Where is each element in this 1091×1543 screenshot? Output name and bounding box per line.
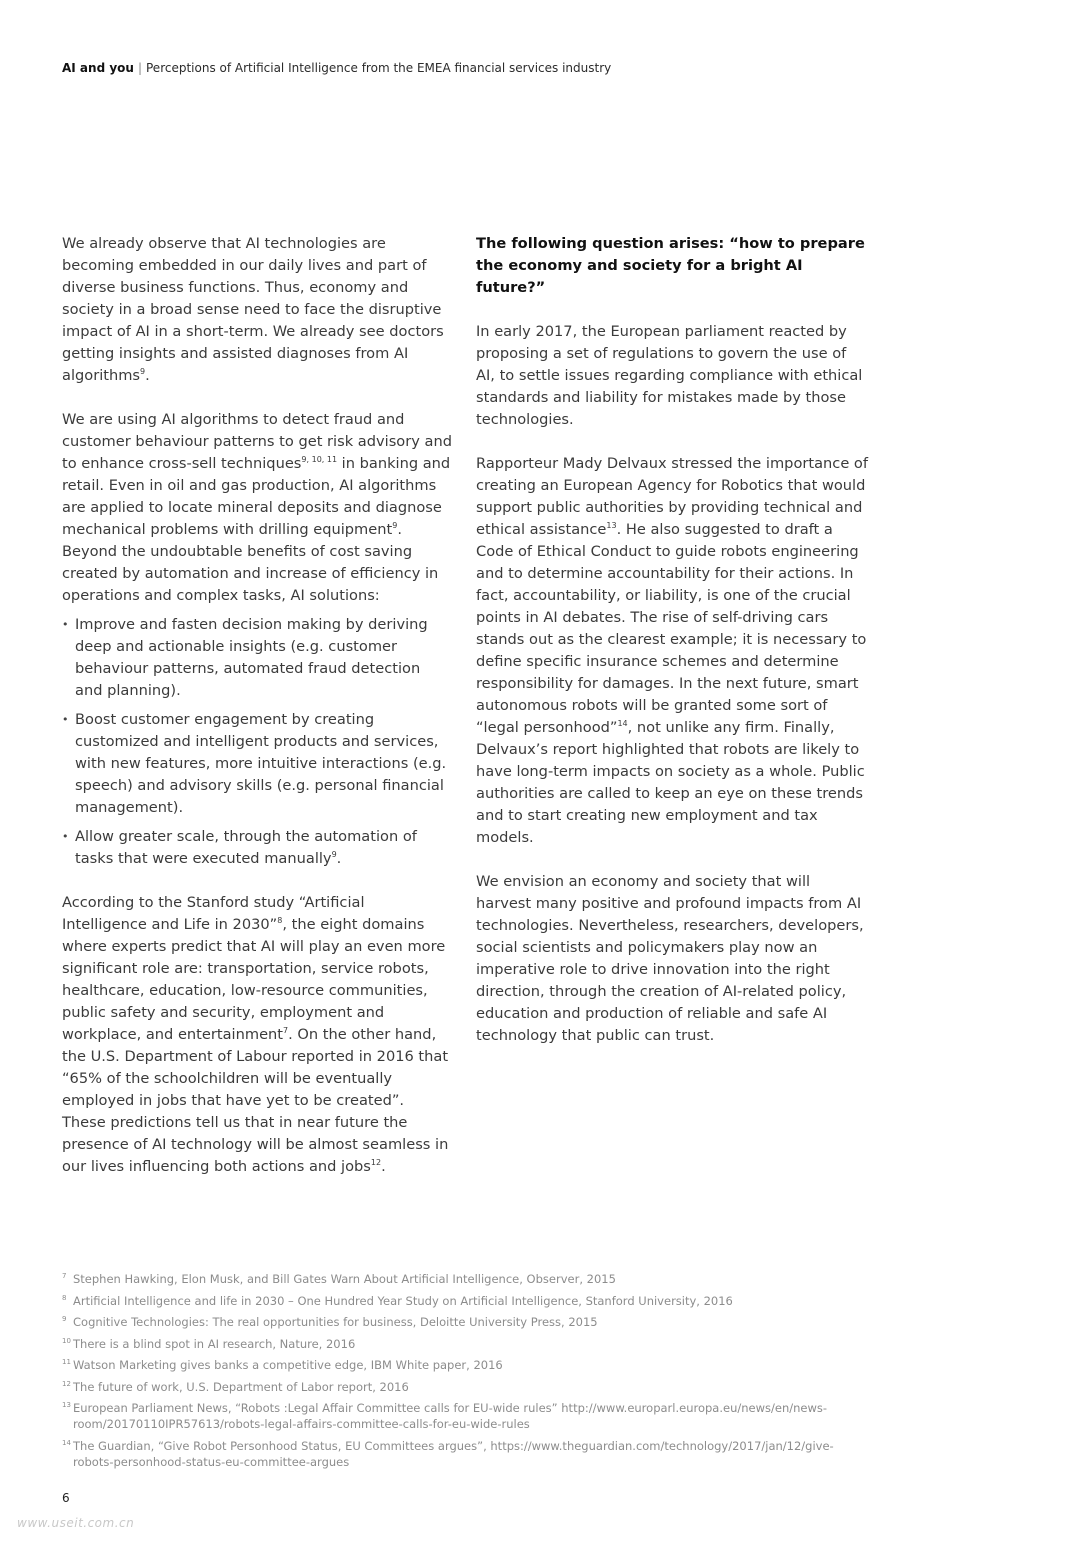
footnote: 7 Stephen Hawking, Elon Musk, and Bill Gates Warn About Artificial Intelligence, Observer, 2015 [62, 1272, 616, 1286]
header-separator: | [137, 61, 142, 75]
running-header [62, 60, 611, 76]
header-title: AI and you [62, 61, 134, 75]
bullet-list [62, 614, 452, 870]
paragraph: We already observe that AI technologies are becoming embedded in our daily lives and part of diverse business functions. Thus, economy and society in a broad sense need to face the disruptive impact of AI in a short-term. We already see doctors getting insights and assisted diagnoses from AI algorithms$^9$. [62, 235, 444, 384]
paragraph: According to the Stanford study “Artificial Intelligence and Life in 2030”$^8$, the eight domains where experts predict that AI will play an even more significant role are: transportation, service robots, healthcare, education, low-resource communities, public safety and security, employment and workplace, and entertainment$^7$. On the other hand, the U.S. Department of Labour reported in 2016 that “65% of the schoolchildren will be eventually employed in jobs that have yet to be created”. These predictions tell us that in near future the presence of AI technology will be almost seamless in our lives influencing both actions and jobs$^{12}$. [62, 894, 449, 1175]
left-column [62, 233, 452, 1200]
footnote: 8 Artificial Intelligence and life in 2030 – One Hundred Year Study on Artificial Intelligence, Stanford University, 2016 [62, 1293, 733, 1308]
header-subtitle: Perceptions of Artificial Intelligence from the EMEA financial services industry [146, 61, 612, 75]
paragraph: We envision an economy and society that will harvest many positive and profound impacts from AI technologies. Nevertheless, researchers, developers, social scientists and policymakers play now an imperative role to drive innovation into the right direction, through the creation of AI-related policy, education and production of reliable and safe AI technology that public can trust. [476, 873, 864, 1044]
list-item: • Boost customer engagement by creating customized and intelligent products and services, with new features, more intuitive interactions (e.g. speech) and advisory skills (e.g. personal financial management). [62, 709, 452, 819]
list-item: • Improve and fasten decision making by deriving deep and actionable insights (e.g. customer behaviour patterns, automated fraud detection and planning). [62, 614, 452, 702]
footnote: 14 The Guardian, “Give Robot Personhood Status, EU Committees argues”, https://www.theguardian.com/technology/2017/jan/12/give-robots-personhood-status-eu-committee-argues [62, 1438, 834, 1469]
footnotes [62, 1271, 852, 1475]
footnote: 10 There is a blind spot in AI research, Nature, 2016 [62, 1336, 356, 1351]
paragraph: We are using AI algorithms to detect fraud and customer behaviour patterns to get risk advisory and to enhance cross-sell techniques$^{9, 10, 11}$ in banking and retail. Even in oil and gas production, AI algorithms are applied to locate mineral deposits and diagnose mechanical problems with drilling equipment$^9$. Beyond the undoubtable benefits of cost saving created by automation and increase of efficiency in operations and complex tasks, AI solutions: [62, 411, 452, 604]
footnote: 9 Cognitive Technologies: The real opportunities for business, Deloitte University Press, 2015 [62, 1315, 598, 1329]
page-number: 6 [62, 1491, 70, 1505]
watermark: www.useit.com.cn [17, 1516, 135, 1530]
paragraph: Rapporteur Mady Delvaux stressed the importance of creating an European Agency for Robotics that would support public authorities by providing technical and ethical assistance$^{13}$. He also suggested to draft a Code of Ethical Conduct to guide robots engineering and to determine accountability for their actions. In fact, accountability, or liability, is one of the crucial points in AI debates. The rise of self-driving cars stands out as the clearest example; it is necessary to define specific insurance schemes and determine responsibility for damages. In the next future, smart autonomous robots will be granted some sort of “legal personhood”$^{14}$, not unlike any firm. Finally, Delvaux’s report highlighted that robots are likely to have long-term impacts on society as a whole. Public authorities are called to keep an eye on these trends and to start creating new employment and tax models. [476, 455, 869, 846]
right-column [476, 233, 868, 1069]
section-question: The following question arises: “how to prepare the economy and society for a bright AI future?” [476, 235, 865, 296]
footnote: 13 European Parliament News, “Robots :Legal Affair Committee calls for EU-wide rules” http://www.europarl.europa.eu/news/en/news-room/20170110IPR57613/robots-legal-affairs-committee-calls-for-eu-wide-rules [62, 1401, 828, 1431]
footnote: 11 Watson Marketing gives banks a competitive edge, IBM White paper, 2016 [62, 1358, 503, 1372]
footnote: 12 The future of work, U.S. Department of Labor report, 2016 [62, 1379, 409, 1394]
paragraph: In early 2017, the European parliament reacted by proposing a set of regulations to govern the use of AI, to settle issues regarding compliance with ethical standards and liability for mistakes made by those technologies. [476, 323, 863, 428]
list-item: • Allow greater scale, through the automation of tasks that were executed manually$^9$. [62, 826, 452, 870]
